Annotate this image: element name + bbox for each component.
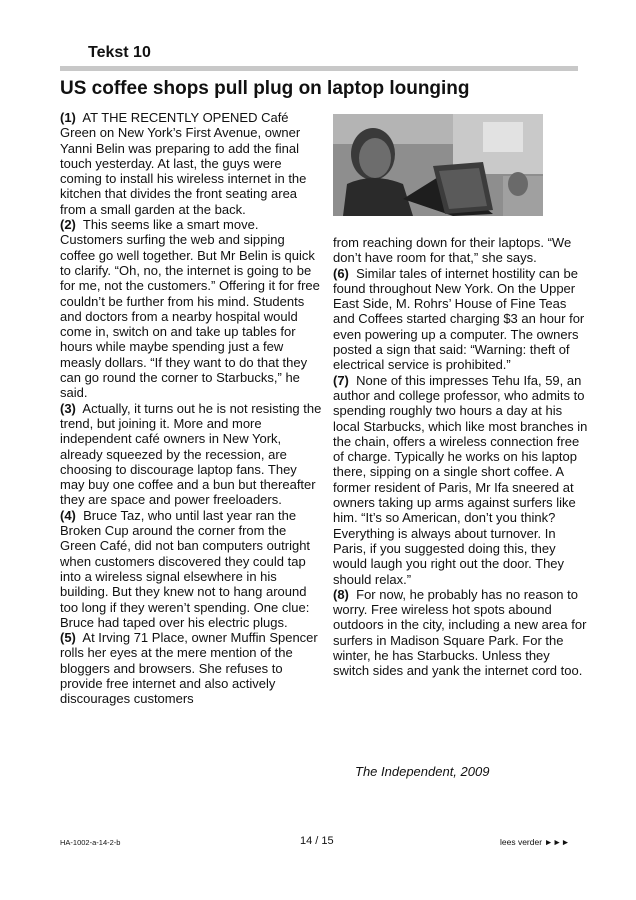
continue-label: lees verder ►►► [500,837,570,847]
header-rule [60,66,578,71]
paragraph-8: (8) For now, he probably has no reason to worry. Free wireless hot spots abound outdoors in the city, including a new area for surfers in Madison Square Park. For the winter, he has Starbucks. Unless they switch sides and yank the internet cord too. [333,586,587,679]
article-column-left [60,110,322,707]
page-number: 14 / 15 [300,835,334,847]
paragraph-3: (3) Actually, it turns out he is not resisting the trend, but joining it. More and more independent café owners in New York, already squeezed by the recession, are choosing to discourage laptop fans. They may buy one coffee and a bun but thereafter they are space and power freeloaders. [60,400,322,508]
article-title: US coffee shops pull plug on laptop lounging [60,78,470,99]
paragraph-7: (7) None of this impresses Tehu Ifa, 59, an author and college professor, who admits to spending roughly two hours a day at his local Starbucks, which like most branches in the chain, offers a wireless connection free of charge. Typically he works on his laptop there, sipping on a single short coffee. A former resident of Paris, Mr Ifa sneered at owners taking up arms against surfers like him. “It’s so American, don’t you think? Everything is always about turnover. In Paris, if you suggested doing this, they would laugh you right out the door. They should relax.” [333,372,588,587]
article-photo [333,114,543,216]
paragraph-6: (6) Similar tales of internet hostility can be found throughout New York. On the Upper East Side, M. Rohrs’ House of Fine Teas and Coffees started charging $3 an hour for even powering up a computer. The owners posted a sign that said: “Warning: theft of electrical service is prohibited.” [333,265,585,373]
paragraph-2: (2) This seems like a smart move. Customers surfing the web and sipping coffee go well together. But Mr Belin is quick to clarify. “Oh, no, the internet is going to be for me, not the customers.” Offering it for free couldn’t be further from his mind. Students and doctors from a nearby hospital would come in, switch on and take up tables for hours while maybe spending just a few measly dollars. “If they want to do that they can go round the corner to Starbucks,” he said. [60,217,320,401]
article-source: The Independent, 2009 [355,764,490,779]
paragraph-5: (5) At Irving 71 Place, owner Muffin Spencer rolls her eyes at the mere mention of the bloggers and browsers. She refuses to provide free internet and also actively discourages customers [60,630,318,707]
paragraph-4: (4) Bruce Taz, who until last year ran the Broken Cup around the corner from the Green Café, did not ban computers outright when customers discovered they could tap into a wireless signal elsewhere in his building. But they knew not to hang around too long if they weren’t spending. One clue: Bruce had taped over his electric plugs. [60,507,311,630]
section-label: Tekst 10 [88,44,151,61]
man-with-laptop-photo [333,114,543,216]
paragraph-5-continued: from reaching down for their laptops. “We don’t have room for that,” she says. [333,235,572,266]
paragraph-1: (1) AT THE RECENTLY OPENED Café Green on New York’s First Avenue, owner Yanni Belin was preparing to add the final touch yesterday. At last, the guys were coming to install his wireless internet in the kitchen that divides the front seating area from a small garden at the back. [60,110,307,217]
article-column-right [333,235,589,679]
exam-code: HA-1002-a-14-2-b [60,838,121,847]
